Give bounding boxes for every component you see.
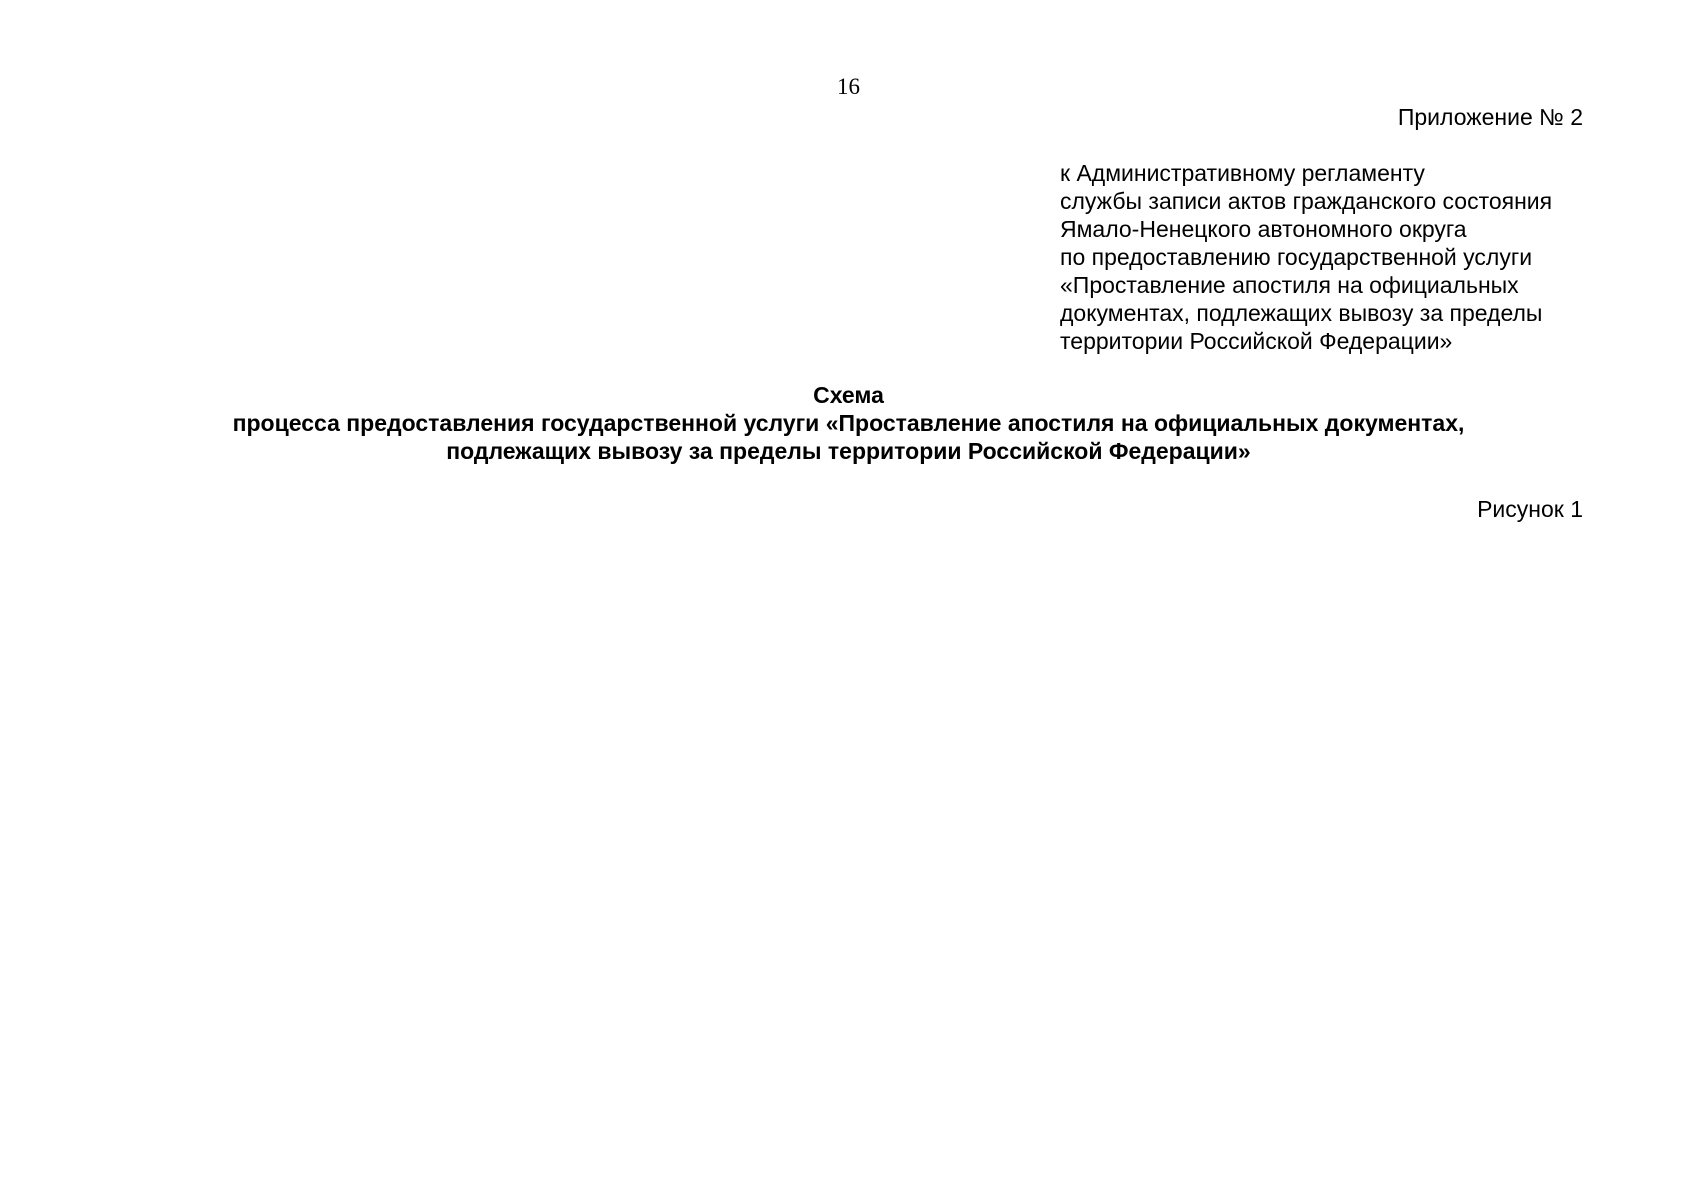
scheme-title-line: подлежащих вывозу за пределы территории Российской Федерации»	[446, 438, 1251, 464]
page-number: 16	[837, 74, 860, 99]
scheme-title-heading: Схема	[813, 382, 884, 408]
appendix-reference-line: «Проставление апостиля на официальных	[1060, 272, 1519, 298]
scheme-title-line: процесса предоставления государственной услуги «Проставление апостиля на официальных документах,	[232, 410, 1465, 436]
appendix-reference-line: Ямало-Ненецкого автономного округа	[1060, 216, 1467, 242]
appendix-label: Приложение № 2	[1397, 104, 1583, 130]
appendix-reference-line: к Административному регламенту	[1060, 160, 1425, 186]
appendix-reference-line: территории Российской Федерации»	[1060, 328, 1453, 354]
appendix-reference-line: службы записи актов гражданского состояния	[1060, 188, 1553, 214]
appendix-reference-line: по предоставлению государственной услуги	[1060, 244, 1533, 270]
appendix-reference-line: документах, подлежащих вывозу за пределы	[1060, 300, 1543, 326]
figure-label: Рисунок 1	[1477, 496, 1583, 522]
appendix-reference	[1060, 159, 1620, 355]
scheme-title	[0, 381, 1697, 465]
